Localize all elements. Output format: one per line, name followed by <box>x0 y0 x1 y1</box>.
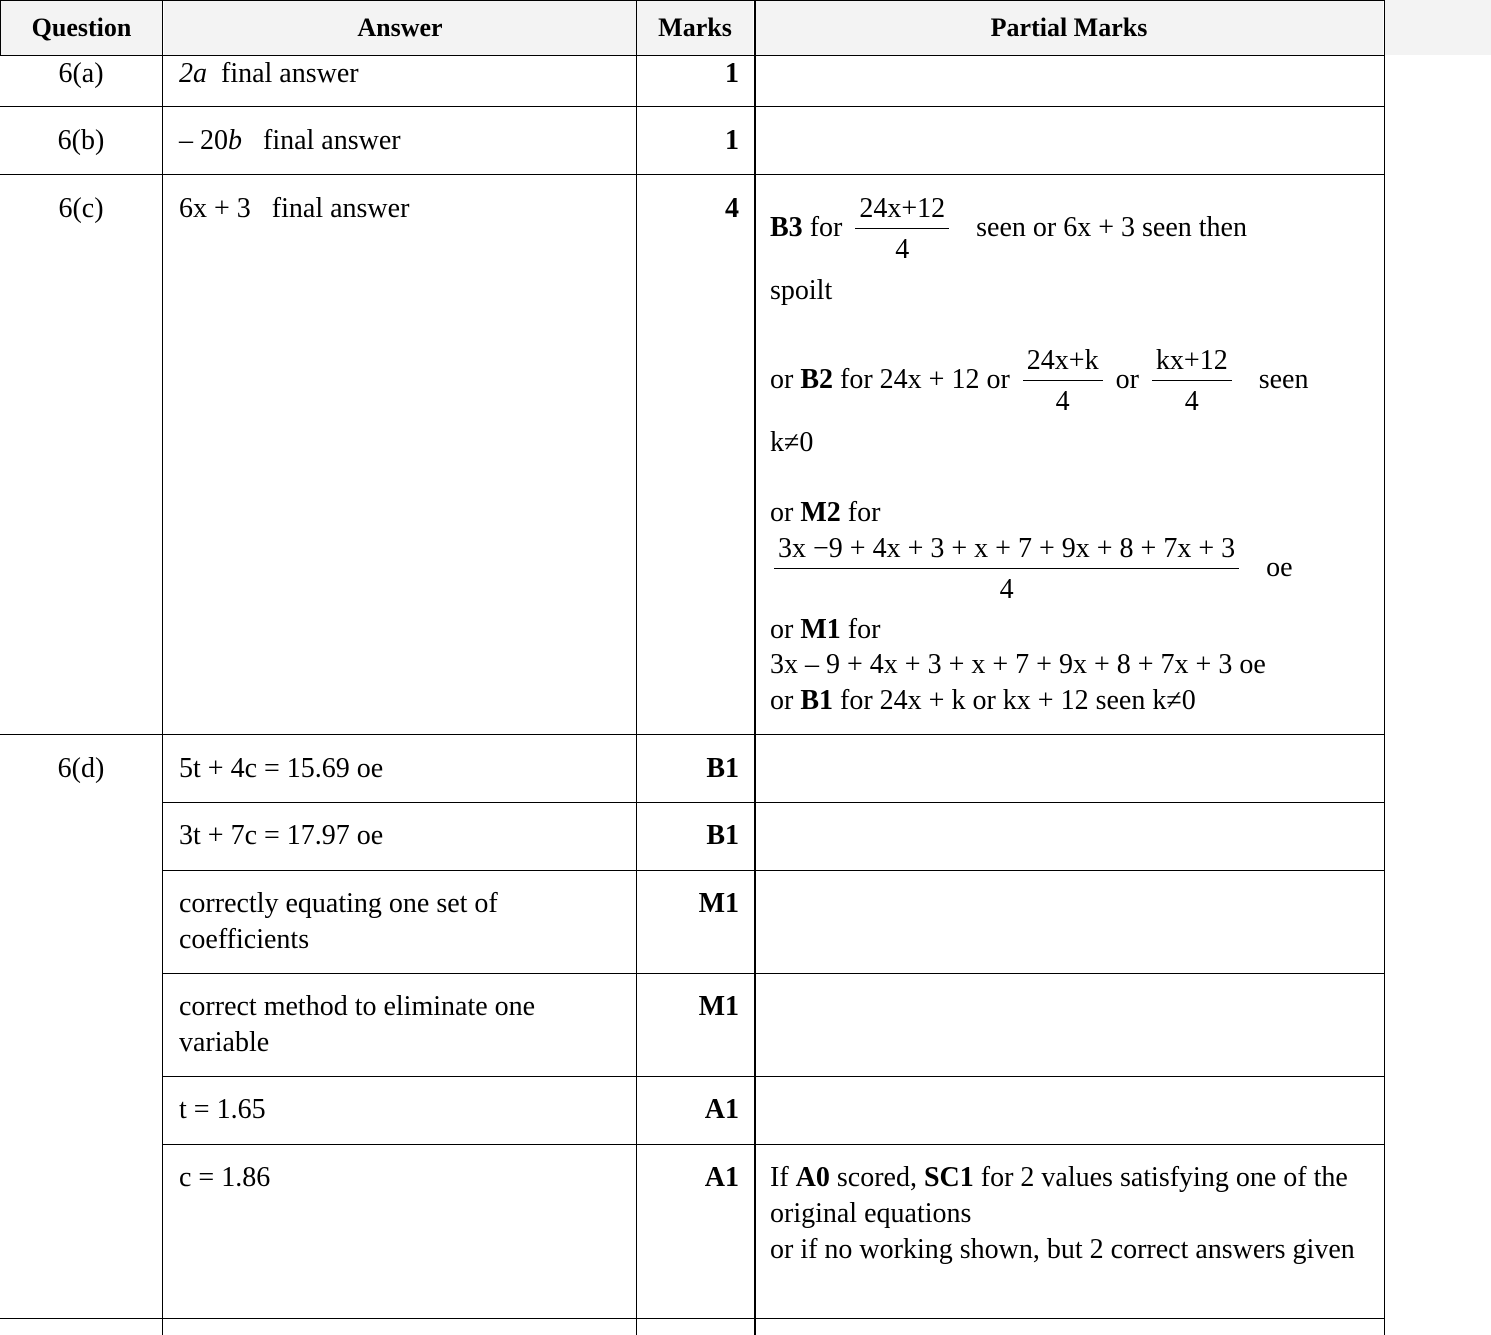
rule <box>0 734 1385 735</box>
partial-6c-m1-expr: 3x – 9 + 4x + 3 + x + 7 + 9x + 8 + 7x + 3 oe <box>770 649 1266 680</box>
fraction: $\frac{kx+12}{4}$ <box>1152 344 1232 419</box>
fraction: $\frac{24x+k}{4}$ <box>1023 344 1103 419</box>
partial-6c-m2: or M2 for <box>770 497 881 528</box>
rule <box>0 174 1385 175</box>
answer-6a: 2a final answer <box>179 58 359 89</box>
answer-6d-6: c = 1.86 <box>179 1162 271 1193</box>
header-partial-marks: Partial Marks <box>755 1 1383 55</box>
rule <box>163 973 1385 974</box>
marks-6d-1: B1 <box>706 753 739 784</box>
rule <box>754 0 756 1335</box>
answer-6d-3: correctly equating one set of coefficients <box>179 888 498 955</box>
question-6c: 6(c) <box>58 193 104 224</box>
rule <box>0 0 1 56</box>
partial-6c-m2-fraction: $\frac{3x -9 + 4x + 3 + x + 7 + 9x + 8 + 7x + 3}{4}$ oe <box>770 532 1293 607</box>
rule <box>163 1144 1385 1145</box>
answer-6b: – 20b final answer <box>179 125 401 156</box>
question-6b: 6(b) <box>57 125 105 156</box>
marks-6d-2: B1 <box>706 820 739 851</box>
marks-6d-4: M1 <box>698 991 739 1022</box>
partial-6d-sc1: If A0 scored, SC1 for 2 values satisfying one of the original equations or if no working shown, but 2 correct answers given <box>770 1162 1355 1265</box>
question-6a: 6(a) <box>58 58 104 89</box>
rule <box>163 870 1385 871</box>
rule <box>0 106 1385 107</box>
marks-6c: 4 <box>725 193 739 224</box>
rule <box>163 802 1385 803</box>
question-6d: 6(d) <box>57 753 105 784</box>
header-question: Question <box>1 1 162 55</box>
rule <box>162 0 163 1335</box>
partial-6c-b1: or B1 for 24x + k or kx + 12 seen k≠0 <box>770 685 1196 716</box>
partial-6c-b2: or B2 for 24x + 12 or $\frac{24x+k}{4}$ or $\frac{kx+12}{4}$ seen <box>770 345 1309 417</box>
rule <box>0 0 1385 1</box>
header-answer: Answer <box>164 1 636 55</box>
marks-6d-3: M1 <box>698 888 739 919</box>
answer-6d-2: 3t + 7c = 17.97 oe <box>179 820 384 851</box>
answer-6c: 6x + 3 final answer <box>179 193 410 224</box>
marks-6a: 1 <box>725 58 739 89</box>
rule <box>1384 0 1385 1335</box>
partial-6c-b2-k: k≠0 <box>770 427 814 458</box>
header-marks: Marks <box>637 1 753 55</box>
answer-6d-4: correct method to eliminate one variable <box>179 991 536 1058</box>
partial-6c-m1: or M1 for <box>770 614 881 645</box>
answer-6d-1: 5t + 4c = 15.69 oe <box>179 753 384 784</box>
fraction: $\frac{3x -9 + 4x + 3 + x + 7 + 9x + 8 + 7x + 3}{4}$ <box>774 532 1239 607</box>
rule <box>163 1076 1385 1077</box>
partial-6c-b3: B3 for $\frac{24x+12}{4}$ seen or 6x + 3 seen then <box>770 193 1247 265</box>
marks-6d-5: A1 <box>704 1094 739 1125</box>
marks-6b: 1 <box>725 125 739 156</box>
answer-6d-5: t = 1.65 <box>179 1094 266 1125</box>
rule <box>0 1318 1385 1319</box>
header-background <box>1384 0 1491 55</box>
marks-6d-6: A1 <box>704 1162 739 1193</box>
partial-6c-b3-cont: spoilt <box>770 275 833 306</box>
fraction: $\frac{24x+12}{4}$ <box>855 192 949 267</box>
